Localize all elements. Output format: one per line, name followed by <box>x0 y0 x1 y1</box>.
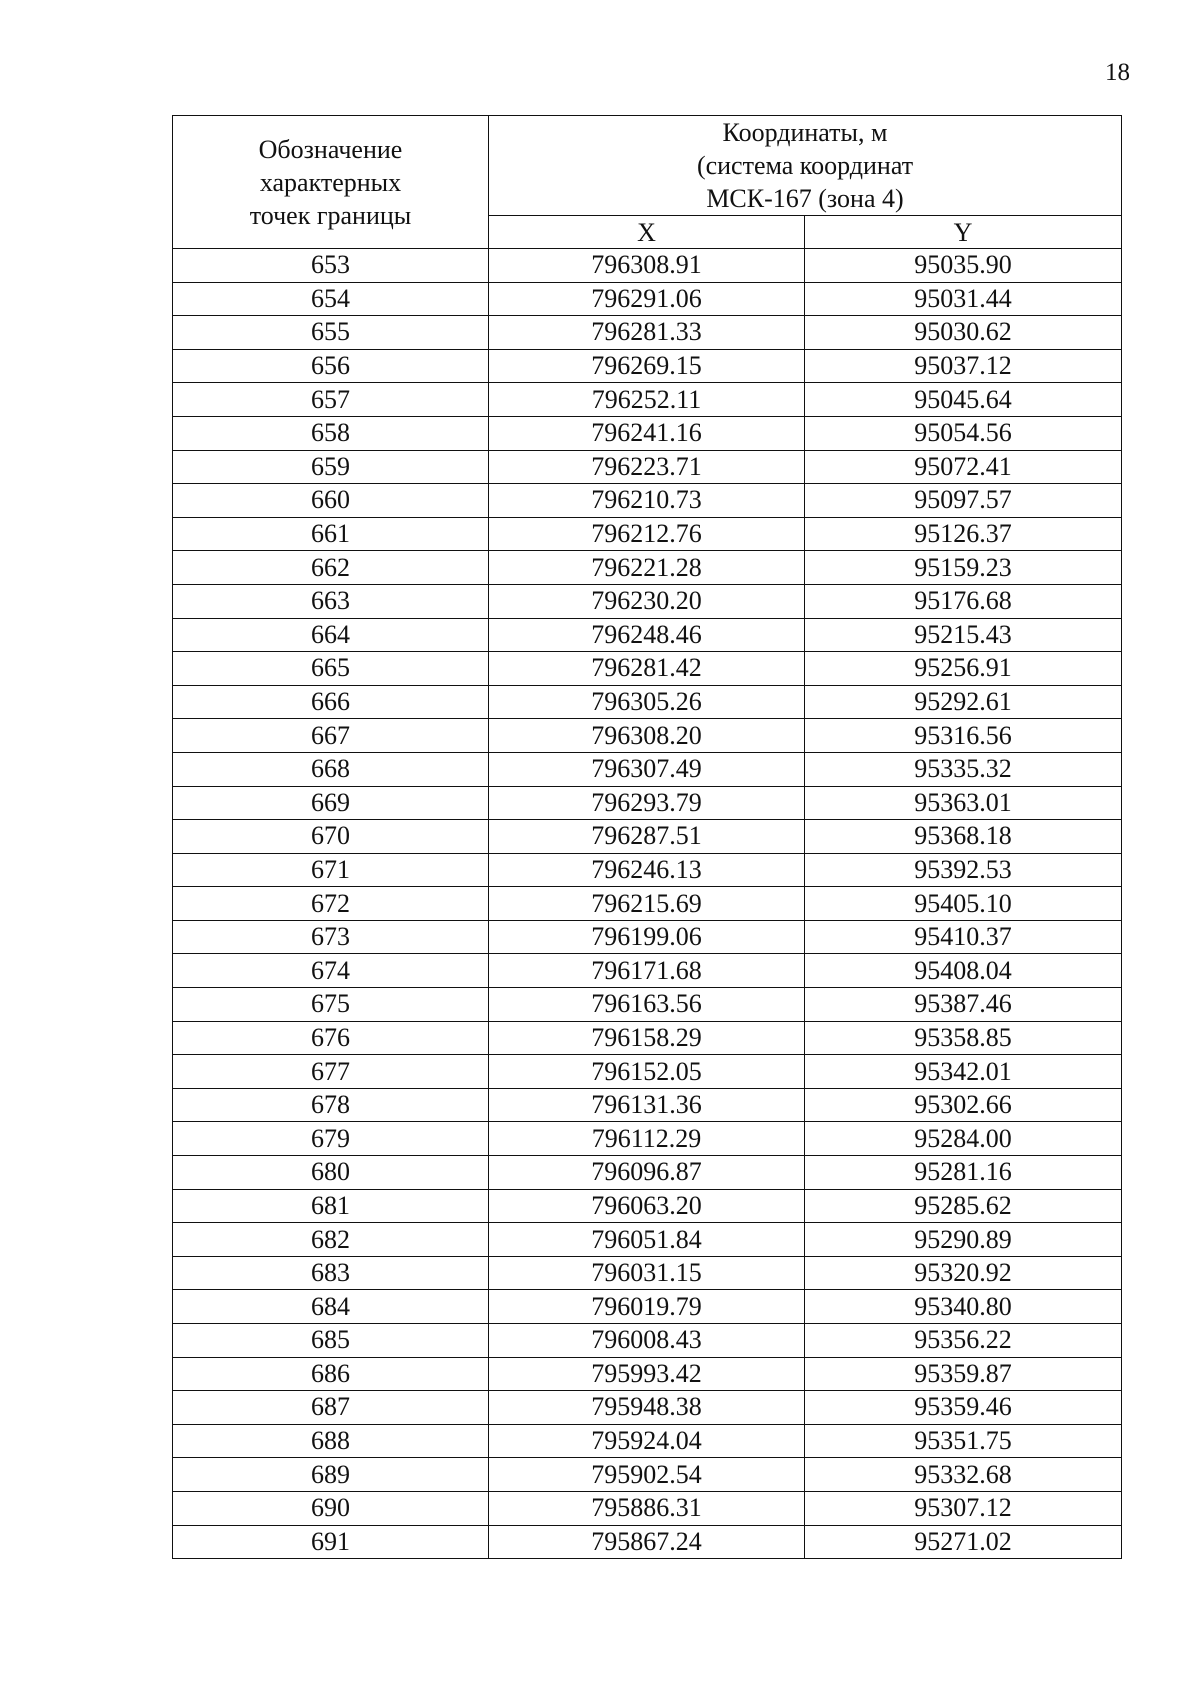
y-cell: 95176.68 <box>805 584 1122 618</box>
x-cell: 796241.16 <box>489 416 805 450</box>
y-cell: 95072.41 <box>805 450 1122 484</box>
point-cell: 661 <box>173 517 489 551</box>
table-row <box>173 1290 1122 1324</box>
table-row <box>173 1391 1122 1425</box>
table-row <box>173 1021 1122 1055</box>
point-cell: 691 <box>173 1525 489 1559</box>
x-cell: 796308.91 <box>489 249 805 283</box>
y-cell: 95335.32 <box>805 752 1122 786</box>
table-row <box>173 1088 1122 1122</box>
x-cell: 796031.15 <box>489 1256 805 1290</box>
x-cell: 796212.76 <box>489 517 805 551</box>
point-cell: 660 <box>173 484 489 518</box>
table-row <box>173 1491 1122 1525</box>
point-cell: 665 <box>173 652 489 686</box>
point-cell: 685 <box>173 1324 489 1358</box>
x-cell: 796152.05 <box>489 1055 805 1089</box>
point-cell: 680 <box>173 1156 489 1190</box>
y-cell: 95332.68 <box>805 1458 1122 1492</box>
table-row <box>173 1189 1122 1223</box>
x-cell: 795902.54 <box>489 1458 805 1492</box>
y-cell: 95284.00 <box>805 1122 1122 1156</box>
y-cell: 95285.62 <box>805 1189 1122 1223</box>
point-cell: 684 <box>173 1290 489 1324</box>
y-cell: 95292.61 <box>805 685 1122 719</box>
table-row <box>173 484 1122 518</box>
table-row <box>173 517 1122 551</box>
point-cell: 671 <box>173 853 489 887</box>
point-cell: 672 <box>173 887 489 921</box>
point-cell: 657 <box>173 383 489 417</box>
table-row <box>173 988 1122 1022</box>
y-cell: 95302.66 <box>805 1088 1122 1122</box>
point-cell: 688 <box>173 1424 489 1458</box>
table-row <box>173 316 1122 350</box>
x-cell: 796221.28 <box>489 551 805 585</box>
y-cell: 95256.91 <box>805 652 1122 686</box>
table-row <box>173 450 1122 484</box>
table-row <box>173 383 1122 417</box>
y-cell: 95410.37 <box>805 920 1122 954</box>
x-cell: 796307.49 <box>489 752 805 786</box>
table-row <box>173 282 1122 316</box>
y-cell: 95356.22 <box>805 1324 1122 1358</box>
y-cell: 95037.12 <box>805 349 1122 383</box>
point-cell: 690 <box>173 1491 489 1525</box>
x-cell: 796281.33 <box>489 316 805 350</box>
x-cell: 796051.84 <box>489 1223 805 1257</box>
y-cell: 95368.18 <box>805 820 1122 854</box>
point-cell: 679 <box>173 1122 489 1156</box>
y-cell: 95405.10 <box>805 887 1122 921</box>
point-cell: 668 <box>173 752 489 786</box>
x-cell: 796131.36 <box>489 1088 805 1122</box>
page-number: 18 <box>1105 59 1130 86</box>
point-cell: 673 <box>173 920 489 954</box>
y-cell: 95126.37 <box>805 517 1122 551</box>
x-cell: 796293.79 <box>489 786 805 820</box>
y-cell: 95359.87 <box>805 1357 1122 1391</box>
point-cell: 653 <box>173 249 489 283</box>
x-cell: 796019.79 <box>489 1290 805 1324</box>
point-cell: 664 <box>173 618 489 652</box>
y-cell: 95358.85 <box>805 1021 1122 1055</box>
x-cell: 796252.11 <box>489 383 805 417</box>
point-cell: 674 <box>173 954 489 988</box>
x-cell: 796112.29 <box>489 1122 805 1156</box>
x-cell: 796230.20 <box>489 584 805 618</box>
table-header <box>173 116 1122 249</box>
point-cell: 675 <box>173 988 489 1022</box>
y-cell: 95359.46 <box>805 1391 1122 1425</box>
table-row <box>173 584 1122 618</box>
point-cell: 663 <box>173 584 489 618</box>
x-cell: 795993.42 <box>489 1357 805 1391</box>
table-row <box>173 1324 1122 1358</box>
y-cell: 95030.62 <box>805 316 1122 350</box>
point-cell: 655 <box>173 316 489 350</box>
point-cell: 676 <box>173 1021 489 1055</box>
table-row <box>173 349 1122 383</box>
table-row <box>173 1156 1122 1190</box>
table-row <box>173 853 1122 887</box>
point-cell: 681 <box>173 1189 489 1223</box>
table-row <box>173 685 1122 719</box>
coordinates-header: Координаты, м (система координат МСК-167 (зона 4) <box>489 116 1122 216</box>
table-row <box>173 1424 1122 1458</box>
x-cell: 795867.24 <box>489 1525 805 1559</box>
table-row <box>173 1122 1122 1156</box>
x-cell: 796215.69 <box>489 887 805 921</box>
x-cell: 796008.43 <box>489 1324 805 1358</box>
y-column-header: Y <box>805 216 1122 249</box>
designation-header: Обозначение характерных точек границы <box>173 116 489 249</box>
point-cell: 687 <box>173 1391 489 1425</box>
x-cell: 796210.73 <box>489 484 805 518</box>
x-column-header: X <box>489 216 805 249</box>
x-cell: 796171.68 <box>489 954 805 988</box>
table-row <box>173 719 1122 753</box>
table-row <box>173 1223 1122 1257</box>
table-row <box>173 1357 1122 1391</box>
y-cell: 95320.92 <box>805 1256 1122 1290</box>
x-cell: 796223.71 <box>489 450 805 484</box>
y-cell: 95097.57 <box>805 484 1122 518</box>
point-cell: 689 <box>173 1458 489 1492</box>
x-cell: 796063.20 <box>489 1189 805 1223</box>
y-cell: 95281.16 <box>805 1156 1122 1190</box>
table-body <box>173 249 1122 1559</box>
table-row <box>173 1055 1122 1089</box>
table-row <box>173 652 1122 686</box>
x-cell: 796281.42 <box>489 652 805 686</box>
table-row <box>173 618 1122 652</box>
point-cell: 678 <box>173 1088 489 1122</box>
y-cell: 95316.56 <box>805 719 1122 753</box>
table-row <box>173 1525 1122 1559</box>
x-cell: 796269.15 <box>489 349 805 383</box>
x-cell: 795886.31 <box>489 1491 805 1525</box>
table-row <box>173 752 1122 786</box>
point-cell: 682 <box>173 1223 489 1257</box>
x-cell: 796163.56 <box>489 988 805 1022</box>
table-row <box>173 786 1122 820</box>
point-cell: 658 <box>173 416 489 450</box>
x-cell: 796246.13 <box>489 853 805 887</box>
point-cell: 677 <box>173 1055 489 1089</box>
point-cell: 666 <box>173 685 489 719</box>
y-cell: 95307.12 <box>805 1491 1122 1525</box>
x-cell: 796158.29 <box>489 1021 805 1055</box>
y-cell: 95387.46 <box>805 988 1122 1022</box>
point-cell: 654 <box>173 282 489 316</box>
x-cell: 796291.06 <box>489 282 805 316</box>
table-row <box>173 820 1122 854</box>
y-cell: 95340.80 <box>805 1290 1122 1324</box>
x-cell: 796248.46 <box>489 618 805 652</box>
y-cell: 95054.56 <box>805 416 1122 450</box>
table-row <box>173 249 1122 283</box>
y-cell: 95031.44 <box>805 282 1122 316</box>
x-cell: 796308.20 <box>489 719 805 753</box>
y-cell: 95392.53 <box>805 853 1122 887</box>
y-cell: 95363.01 <box>805 786 1122 820</box>
y-cell: 95159.23 <box>805 551 1122 585</box>
point-cell: 656 <box>173 349 489 383</box>
y-cell: 95035.90 <box>805 249 1122 283</box>
point-cell: 686 <box>173 1357 489 1391</box>
table-row <box>173 1256 1122 1290</box>
table-row <box>173 887 1122 921</box>
y-cell: 95408.04 <box>805 954 1122 988</box>
table-row <box>173 954 1122 988</box>
table-row <box>173 416 1122 450</box>
table-row <box>173 551 1122 585</box>
point-cell: 662 <box>173 551 489 585</box>
y-cell: 95215.43 <box>805 618 1122 652</box>
table-row <box>173 920 1122 954</box>
x-cell: 796287.51 <box>489 820 805 854</box>
point-cell: 659 <box>173 450 489 484</box>
y-cell: 95271.02 <box>805 1525 1122 1559</box>
y-cell: 95351.75 <box>805 1424 1122 1458</box>
x-cell: 795924.04 <box>489 1424 805 1458</box>
point-cell: 683 <box>173 1256 489 1290</box>
coordinates-table <box>172 115 1122 1559</box>
point-cell: 670 <box>173 820 489 854</box>
point-cell: 667 <box>173 719 489 753</box>
x-cell: 796199.06 <box>489 920 805 954</box>
y-cell: 95342.01 <box>805 1055 1122 1089</box>
y-cell: 95290.89 <box>805 1223 1122 1257</box>
y-cell: 95045.64 <box>805 383 1122 417</box>
point-cell: 669 <box>173 786 489 820</box>
x-cell: 796096.87 <box>489 1156 805 1190</box>
table-row <box>173 1458 1122 1492</box>
x-cell: 795948.38 <box>489 1391 805 1425</box>
x-cell: 796305.26 <box>489 685 805 719</box>
